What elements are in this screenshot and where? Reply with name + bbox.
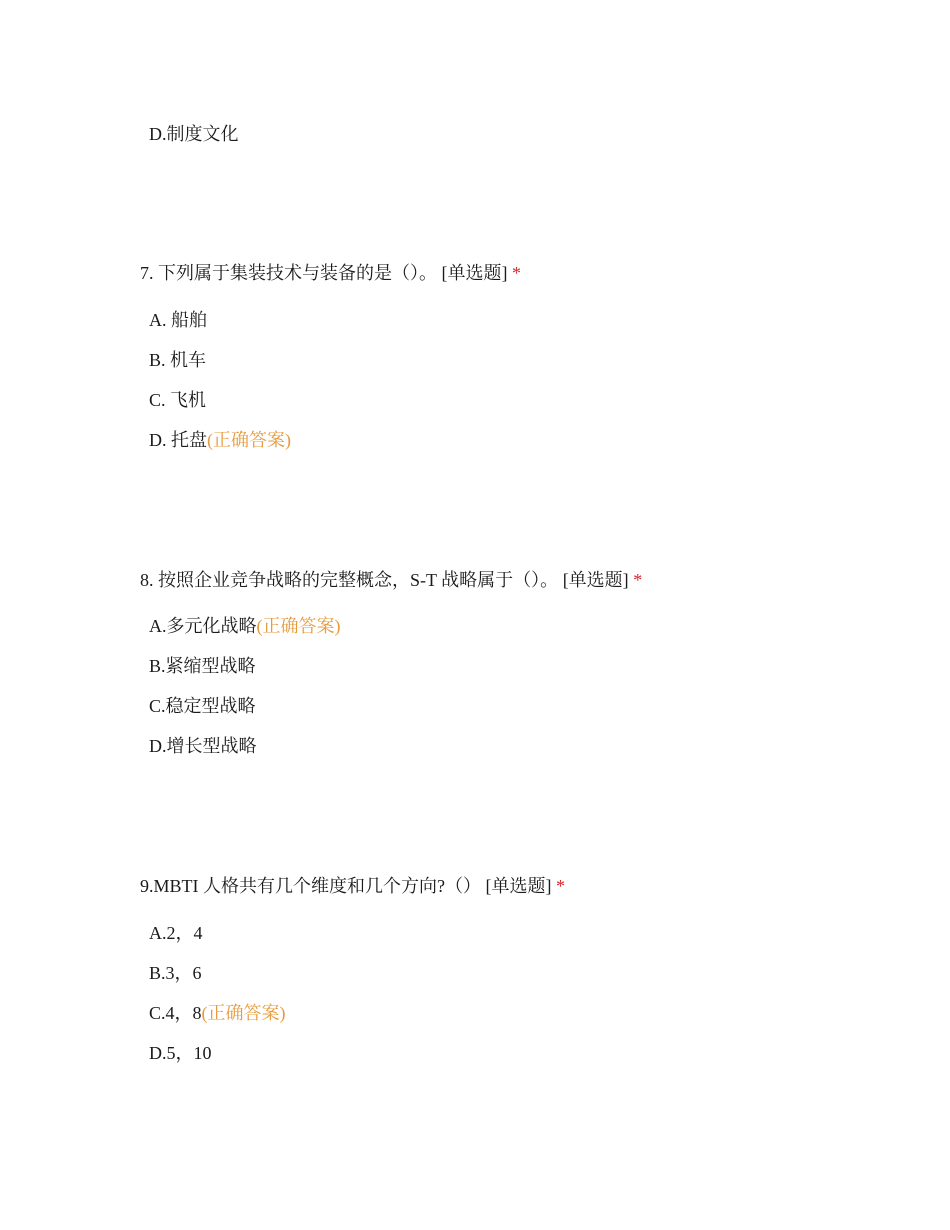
- option-item: [149, 123, 239, 145]
- option-item: [149, 1002, 286, 1024]
- question-number: 9.: [140, 876, 154, 896]
- question-text: MBTI 人格共有几个维度和几个方向?（）: [153, 876, 481, 896]
- required-mark: *: [556, 876, 565, 896]
- option-item: [149, 309, 207, 331]
- question-title-7: [140, 262, 521, 284]
- question-title-8: [140, 569, 642, 591]
- question-type-tag: [单选题]: [441, 263, 508, 283]
- option-text: A.多元化战略: [149, 616, 257, 636]
- question-type-tag: [单选题]: [485, 876, 552, 896]
- option-item: [149, 1042, 212, 1064]
- required-mark: *: [633, 570, 643, 590]
- question-text: 下列属于集装技术与装备的是（）。: [158, 263, 437, 283]
- option-item: [149, 922, 203, 944]
- option-text: D.5，10: [149, 1043, 212, 1063]
- option-item: [149, 349, 206, 371]
- required-mark: *: [512, 263, 521, 283]
- question-title-9: [140, 875, 565, 897]
- option-item: [149, 962, 202, 984]
- option-text: B. 机车: [149, 350, 207, 370]
- option-text: D.制度文化: [149, 124, 239, 144]
- option-item: [149, 655, 256, 677]
- option-item: [149, 695, 256, 717]
- option-text: C.4，8: [149, 1003, 202, 1023]
- correct-answer-label: (正确答案): [201, 1003, 286, 1023]
- option-text: D.增长型战略: [149, 736, 257, 756]
- option-text: D. 托盘: [149, 430, 207, 450]
- option-text: B.3，6: [149, 963, 202, 983]
- option-text: A.2，4: [149, 923, 203, 943]
- option-text: A. 船舶: [149, 310, 207, 330]
- question-number: 7.: [140, 263, 158, 283]
- option-text: C.稳定型战略: [149, 696, 256, 716]
- option-item: [149, 735, 257, 757]
- option-item: [149, 429, 291, 451]
- option-text: C. 飞机: [149, 390, 207, 410]
- question-text: 按照企业竞争战略的完整概念，S-T 战略属于（）。: [158, 570, 559, 590]
- question-type-tag: [单选题]: [562, 570, 629, 590]
- option-text: B.紧缩型战略: [149, 656, 256, 676]
- correct-answer-label: (正确答案): [256, 616, 341, 636]
- option-item: [149, 389, 206, 411]
- correct-answer-label: (正确答案): [207, 430, 291, 450]
- question-number: 8.: [140, 570, 158, 590]
- option-item: [149, 615, 341, 637]
